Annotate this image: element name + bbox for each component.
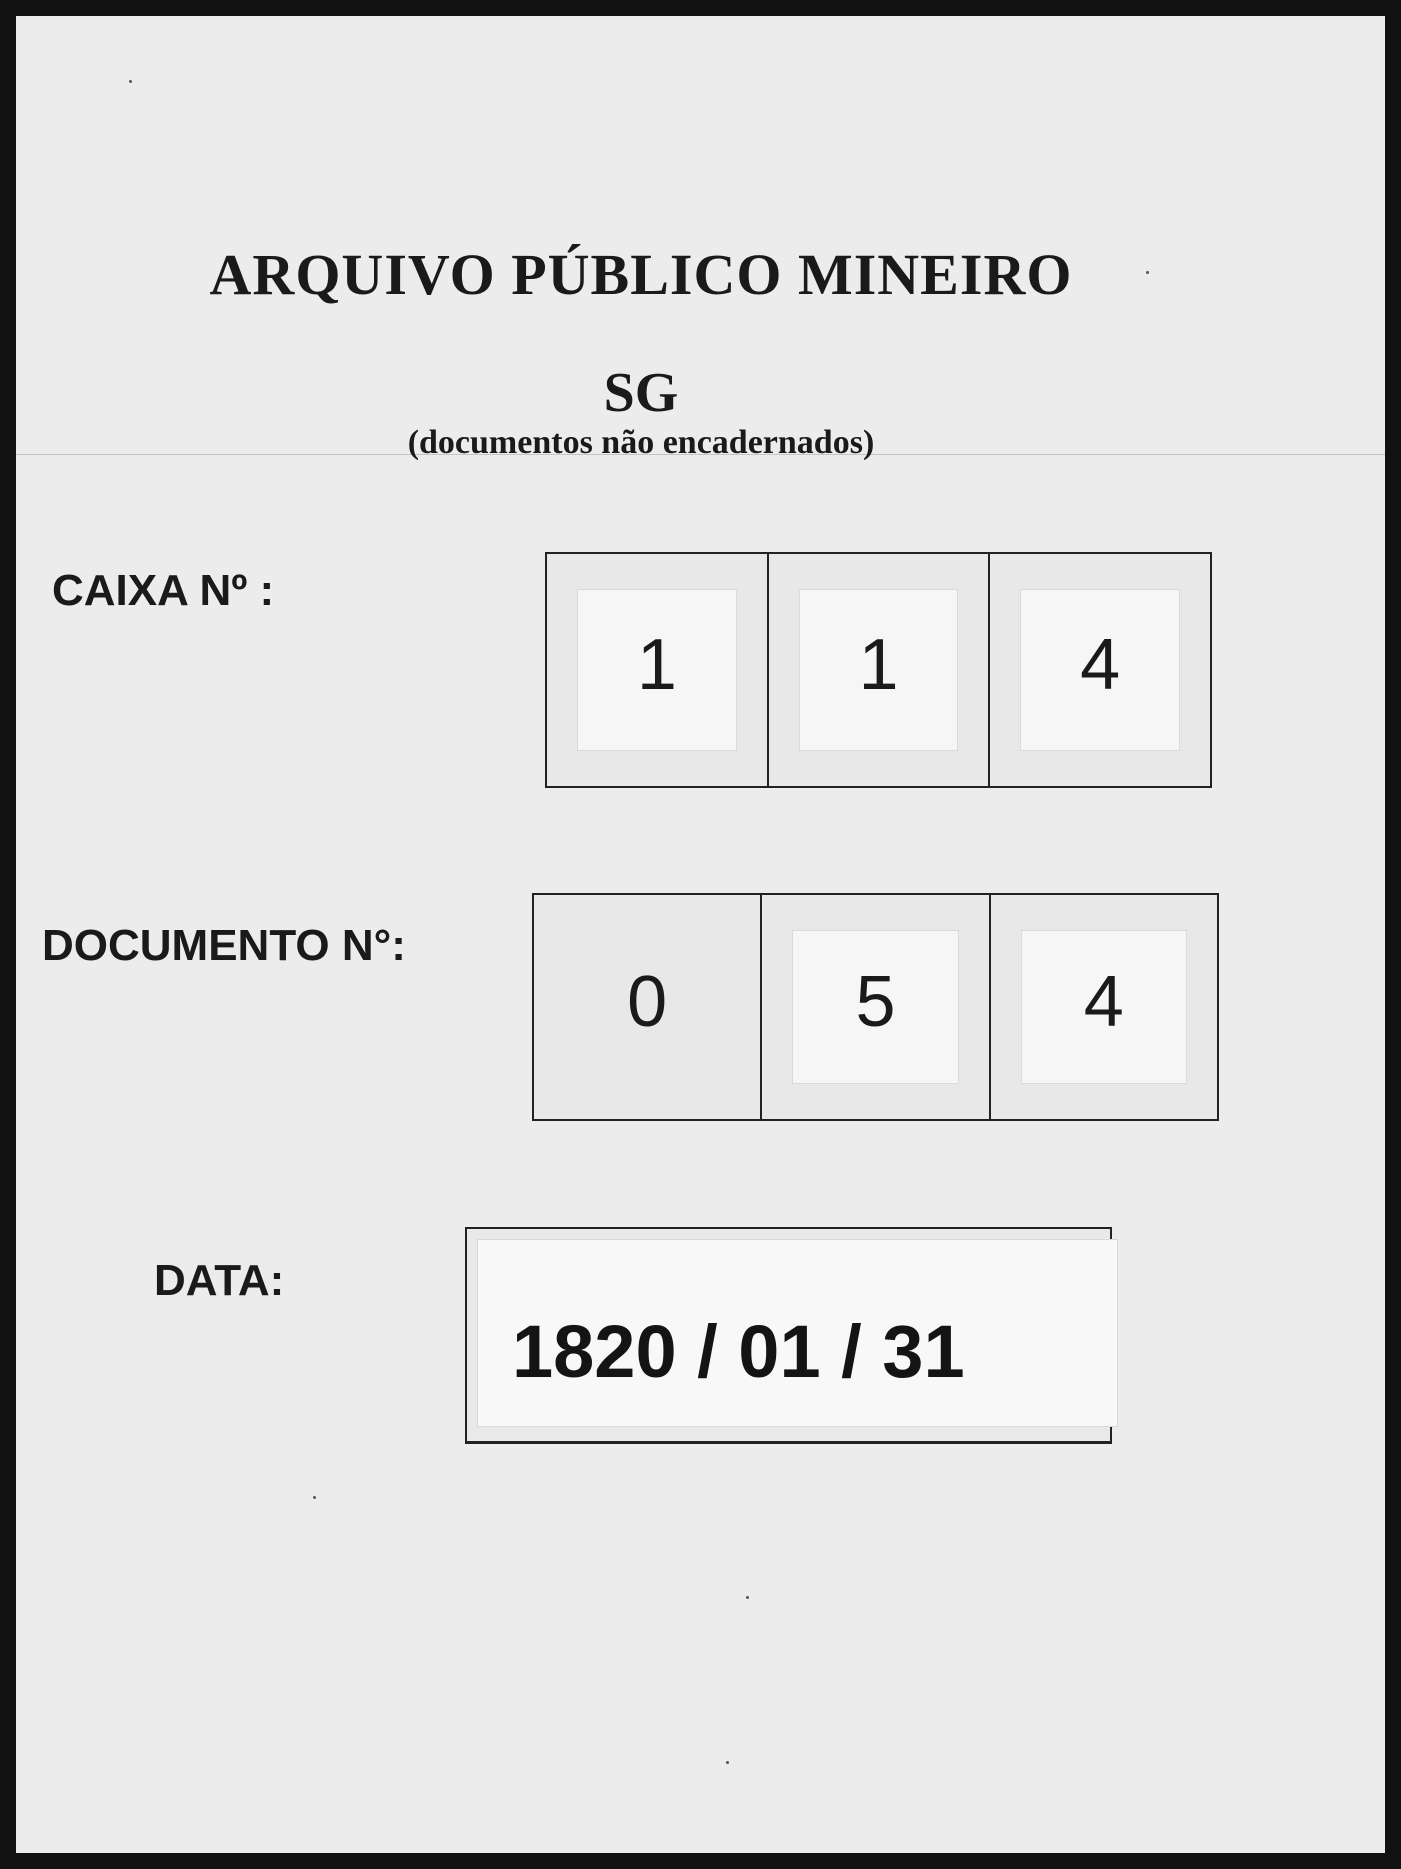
date-value: 1820 / 01 / 31 <box>512 1310 965 1393</box>
caixa-digit-cell <box>990 554 1210 786</box>
documento-digit-cell <box>762 895 990 1119</box>
documento-number-box <box>532 893 1219 1121</box>
scan-speck <box>746 1596 749 1599</box>
documento-digit-cell <box>534 895 762 1119</box>
scan-speck <box>313 1496 316 1499</box>
caixa-digit: 4 <box>1080 625 1121 705</box>
documento-digit: 4 <box>1083 962 1124 1042</box>
date-box <box>465 1227 1112 1444</box>
caixa-digit-cell <box>769 554 991 786</box>
archive-title: ARQUIVO PÚBLICO MINEIRO <box>209 242 1073 307</box>
documento-digit: 0 <box>627 962 668 1042</box>
series-code: SG <box>603 362 679 424</box>
caixa-label: CAIXA Nº : <box>52 566 275 615</box>
scan-speck <box>129 80 132 83</box>
caixa-digit-cell <box>547 554 769 786</box>
document-page <box>16 16 1385 1853</box>
caixa-digit: 1 <box>858 625 899 705</box>
data-label: DATA: <box>154 1256 285 1305</box>
caixa-number-box <box>545 552 1212 788</box>
scan-speck <box>726 1761 729 1764</box>
series-subtitle: (documentos não encadernados) <box>407 424 875 461</box>
caixa-digit: 1 <box>636 625 677 705</box>
documento-label: DOCUMENTO N°: <box>42 921 406 970</box>
documento-digit-cell <box>991 895 1217 1119</box>
documento-digit: 5 <box>855 962 896 1042</box>
scan-speck <box>1146 271 1149 274</box>
